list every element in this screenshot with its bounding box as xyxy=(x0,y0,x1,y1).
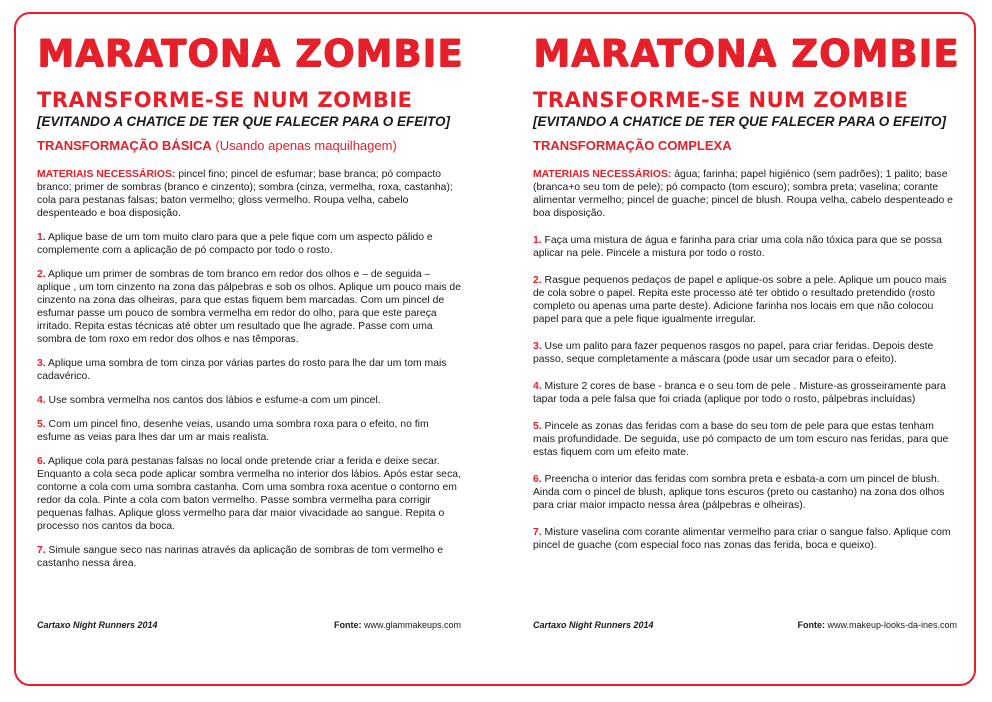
right-materials-text: água; farinha; papel higiénico (sem padrões); 1 palito; base (branca+o seu tom de pele); pó compacto (tom escuro); sombra preta; vaselina; corante alimentar vermelho; pincel de guache; pincel de blush. Roupa velha, cabelo despenteado e boa disposição. xyxy=(533,169,953,219)
right-section-title: TRANSFORMAÇÃO COMPLEXA xyxy=(533,138,732,153)
right-step-5 xyxy=(533,420,957,459)
step-number: 6. xyxy=(533,474,542,485)
right-source-label: Fonte: xyxy=(797,620,825,630)
right-section-heading xyxy=(533,138,957,154)
step-text: Use sombra vermelha nos cantos dos lábios e esfume-a com um pincel. xyxy=(45,395,381,406)
right-step-6 xyxy=(533,473,957,512)
left-column xyxy=(37,32,464,664)
step-number: 5. xyxy=(37,419,46,430)
right-materials-label: MATERIAIS NECESSÁRIOS: xyxy=(533,169,672,180)
right-subtitle: TRANSFORME-SE NUM ZOMBIE xyxy=(533,88,909,112)
right-step-3 xyxy=(533,340,957,366)
step-number: 4. xyxy=(533,381,542,392)
left-subtitle: TRANSFORME-SE NUM ZOMBIE xyxy=(37,88,413,112)
step-text: Faça uma mistura de água e farinha para criar uma cola não tóxica para que se possa aplicar na pele. Pincele a mistura por todo o rosto. xyxy=(533,235,942,259)
right-step-1 xyxy=(533,234,957,260)
left-materials-text: pincel fino; pincel de esfumar; base branca; pó compacto branco; primer de sombras (branco e cinzento); sombra (cinza, vermelha, roxa, castanha); cola para pestanas falsas; baton vermelho; gloss vermelho. Roupa velha, cabelo despenteado e boa disposição. xyxy=(37,169,453,219)
step-number: 5. xyxy=(533,421,542,432)
right-source-url: www.makeup-looks-da-ines.com xyxy=(824,620,957,630)
step-number: 7. xyxy=(37,545,46,556)
left-materials xyxy=(37,168,461,220)
step-number: 4. xyxy=(37,395,46,406)
step-text: Misture 2 cores de base - branca e o seu tom de pele . Misture-as grosseiramente para tapar toda a pele falsa que foi criada (aplique por todo o rosto, pálpebras incluídas) xyxy=(533,381,946,405)
right-materials xyxy=(533,168,957,220)
left-step-1 xyxy=(37,231,461,257)
left-source-url: www.glammakeups.com xyxy=(361,620,461,630)
step-text: Aplique uma sombra de tom cinza por várias partes do rosto para lhe dar um tom mais cadavérico. xyxy=(37,358,447,382)
right-tagline: [EVITANDO A CHATICE DE TER QUE FALECER PARA O EFEITO] xyxy=(533,114,947,129)
left-section-note: (Usando apenas maquilhagem) xyxy=(211,138,397,153)
left-step-4 xyxy=(37,394,461,407)
left-footer-source xyxy=(334,619,461,631)
left-step-6 xyxy=(37,455,461,533)
left-section-title: TRANSFORMAÇÃO BÁSICA xyxy=(37,138,212,153)
right-step-4 xyxy=(533,380,957,406)
step-text: Misture vaselina com corante alimentar vermelho para criar o sangue falso. Aplique com pincel de guache (com especial foco nas zonas das ferida, boca e queixo). xyxy=(533,527,951,551)
step-number: 1. xyxy=(37,232,46,243)
step-text: Pincele as zonas das feridas com a base do seu tom de pele para que estas tenham mais profundidade. De seguida, use pó compacto de um tom escuro nas feridas, para que estas fiquem com um efeito mate. xyxy=(533,421,949,458)
left-step-7 xyxy=(37,544,461,570)
step-number: 2. xyxy=(37,269,46,280)
step-number: 2. xyxy=(533,275,542,286)
step-number: 3. xyxy=(37,358,46,369)
right-footer-source xyxy=(797,619,957,631)
step-text: Rasgue pequenos pedaços de papel e aplique-os sobre a pele. Aplique um pouco mais de cola sobre o papel. Repita este processo até ter obtido o resultado pretendido (rosto completo ou apenas uma parte deste). Adicione farinha nos locais em que não colocou papel para que a pele fique igualmente irregular. xyxy=(533,275,947,325)
left-step-2 xyxy=(37,268,461,346)
step-text: Simule sangue seco nas narinas através da aplicação de sombras de tom vermelho e castanho nessa área. xyxy=(37,545,444,569)
left-materials-label: MATERIAIS NECESSÁRIOS: xyxy=(37,169,176,180)
right-column xyxy=(533,32,960,664)
step-number: 6. xyxy=(37,456,46,467)
right-step-7 xyxy=(533,526,957,552)
left-source-label: Fonte: xyxy=(333,620,362,630)
step-text: Aplique base de um tom muito claro para que a pele fique com um aspecto pálido e complemente com a aplicação de pó compacto por todo o rosto. xyxy=(37,232,433,256)
step-text: Use um palito para fazer pequenos rasgos no papel, para criar feridas. Depois deste passo, seque completamente a máscara (pode usar um secador para o efeito). xyxy=(533,341,934,365)
step-number: 3. xyxy=(533,341,542,352)
step-text: Aplique cola para pestanas falsas no local onde pretende criar a ferida e deixe secar. Enquanto a cola seca pode aplicar sombra vermelha no interior dos lábios. Após estar seca, contorne a cola com uma sombra castanha. Com uma sombra roxa acentue o contorno em redor da cola. Pinte a cola com baton vermelho. Passe sombra vermelha para corrigir pequenas falhas. Aplique gloss vermelho para dar maior vivacidade ao sangue. Repita o processo nos cantos da boca. xyxy=(37,456,461,532)
left-section-heading xyxy=(37,138,461,154)
left-tagline: [EVITANDO A CHATICE DE TER QUE FALECER PARA O EFEITO] xyxy=(37,114,451,129)
step-number: 1. xyxy=(533,235,542,246)
step-text: Preencha o interior das feridas com sombra preta e esbata-a com um pincel de blush. Ainda com o pincel de blush, aplique tons escuros (preto ou castanho) na zona dos olhos para criar maior impacto nessa área (pálpebras e olheiras). xyxy=(533,474,945,511)
right-footer-credit: Cartaxo Night Runners 2014 xyxy=(533,620,654,630)
step-number: 7. xyxy=(533,527,542,538)
left-step-5 xyxy=(37,418,461,444)
step-text: Com um pincel fino, desenhe veias, usando uma sombra roxa para o efeito, no fim esfume as veias para lhes dar um ar mais realista. xyxy=(37,419,429,443)
step-text: Aplique um primer de sombras de tom branco em redor dos olhos e – de seguida – aplique , um tom cinzento na zona das pálpebras e sob os olhos. Aplique um pouco mais de cinzento na zona das olheiras, para que estas fiquem bem marcadas. Com um pincel de esfumar passe um pouco de sombra vermelha em redor do olho, para que este pareça irritado. Repita estas técnicas até obter um resultado que lhe agrade. Passe com uma sombra de tom roxo em redor dos olhos e nas têmporas. xyxy=(37,269,461,345)
right-main-title: MARATONA ZOMBIE xyxy=(533,32,960,75)
left-step-3 xyxy=(37,357,461,383)
left-footer-credit: Cartaxo Night Runners 2014 xyxy=(37,620,158,630)
right-step-2 xyxy=(533,274,957,326)
left-main-title: MARATONA ZOMBIE xyxy=(37,32,464,75)
